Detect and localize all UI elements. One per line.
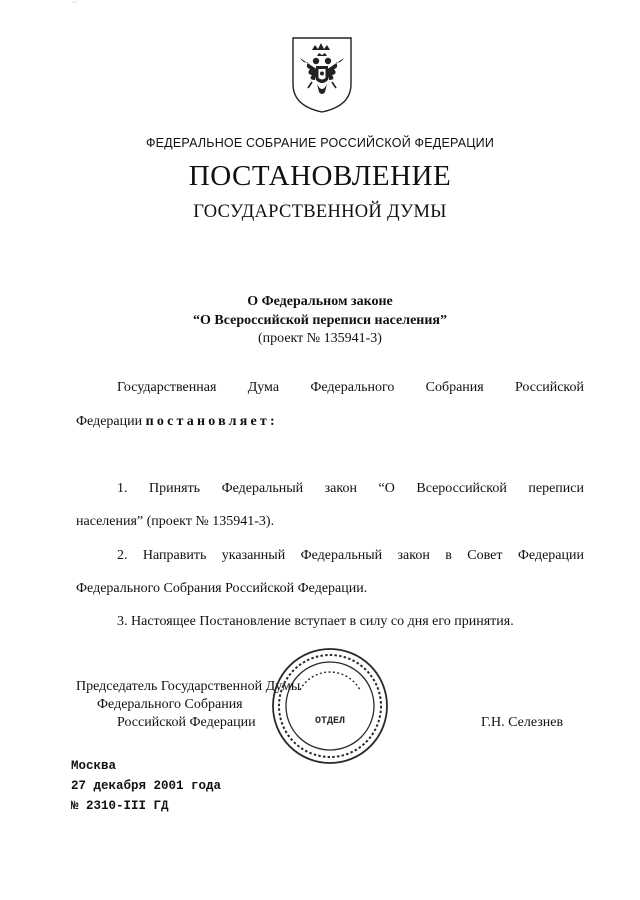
preamble-line-1: Государственная Дума Федерального Собрания Российской xyxy=(117,380,584,395)
item-2-line-1: 2. Направить указанный Федеральный закон в Совет Федерации xyxy=(117,548,584,563)
document-place: Москва xyxy=(71,759,117,773)
official-stamp-icon xyxy=(270,646,390,766)
subject-bill-number: (проект № 135941-3) xyxy=(258,331,382,346)
subject-line-2: “О Всероссийской переписи населения” xyxy=(193,313,447,328)
coat-of-arms-icon xyxy=(290,34,354,114)
item-1-line-2: населения” (проект № 135941-3). xyxy=(76,514,275,529)
item-1-line-1: 1. Принять Федеральный закон “О Всероссийской переписи xyxy=(117,481,584,496)
scan-mark: ˙˙ xyxy=(72,0,78,9)
signatory-title-line-1: Председатель Государственной Думы xyxy=(76,679,301,694)
document-number: № 2310-III ГД xyxy=(71,799,169,813)
signatory-name: Г.Н. Селезнев xyxy=(481,715,564,730)
preamble-line-2 xyxy=(76,414,278,430)
document-type-title: ПОСТАНОВЛЕНИЕ xyxy=(188,160,452,192)
item-3-line-1: 3. Настоящее Постановление вступает в силу со дня его принятия. xyxy=(117,614,514,629)
item-2-line-2: Федерального Собрания Российской Федерации. xyxy=(76,581,368,596)
document-issuer-title: ГОСУДАРСТВЕННОЙ ДУМЫ xyxy=(193,202,447,222)
preamble-prefix: Федерации xyxy=(76,414,143,429)
subject-line-1: О Федеральном законе xyxy=(247,294,393,309)
signatory-title-line-3: Российской Федерации xyxy=(117,715,256,730)
preamble-resolution-word: постановляет: xyxy=(145,414,278,429)
organization-name: ФЕДЕРАЛЬНОЕ СОБРАНИЕ РОССИЙСКОЙ ФЕДЕРАЦИИ xyxy=(145,136,495,150)
signatory-title-line-2: Федерального Собрания xyxy=(97,697,243,712)
stamp-center-text: ОТДЕЛ xyxy=(314,716,346,727)
document-date: 27 декабря 2001 года xyxy=(71,779,222,793)
